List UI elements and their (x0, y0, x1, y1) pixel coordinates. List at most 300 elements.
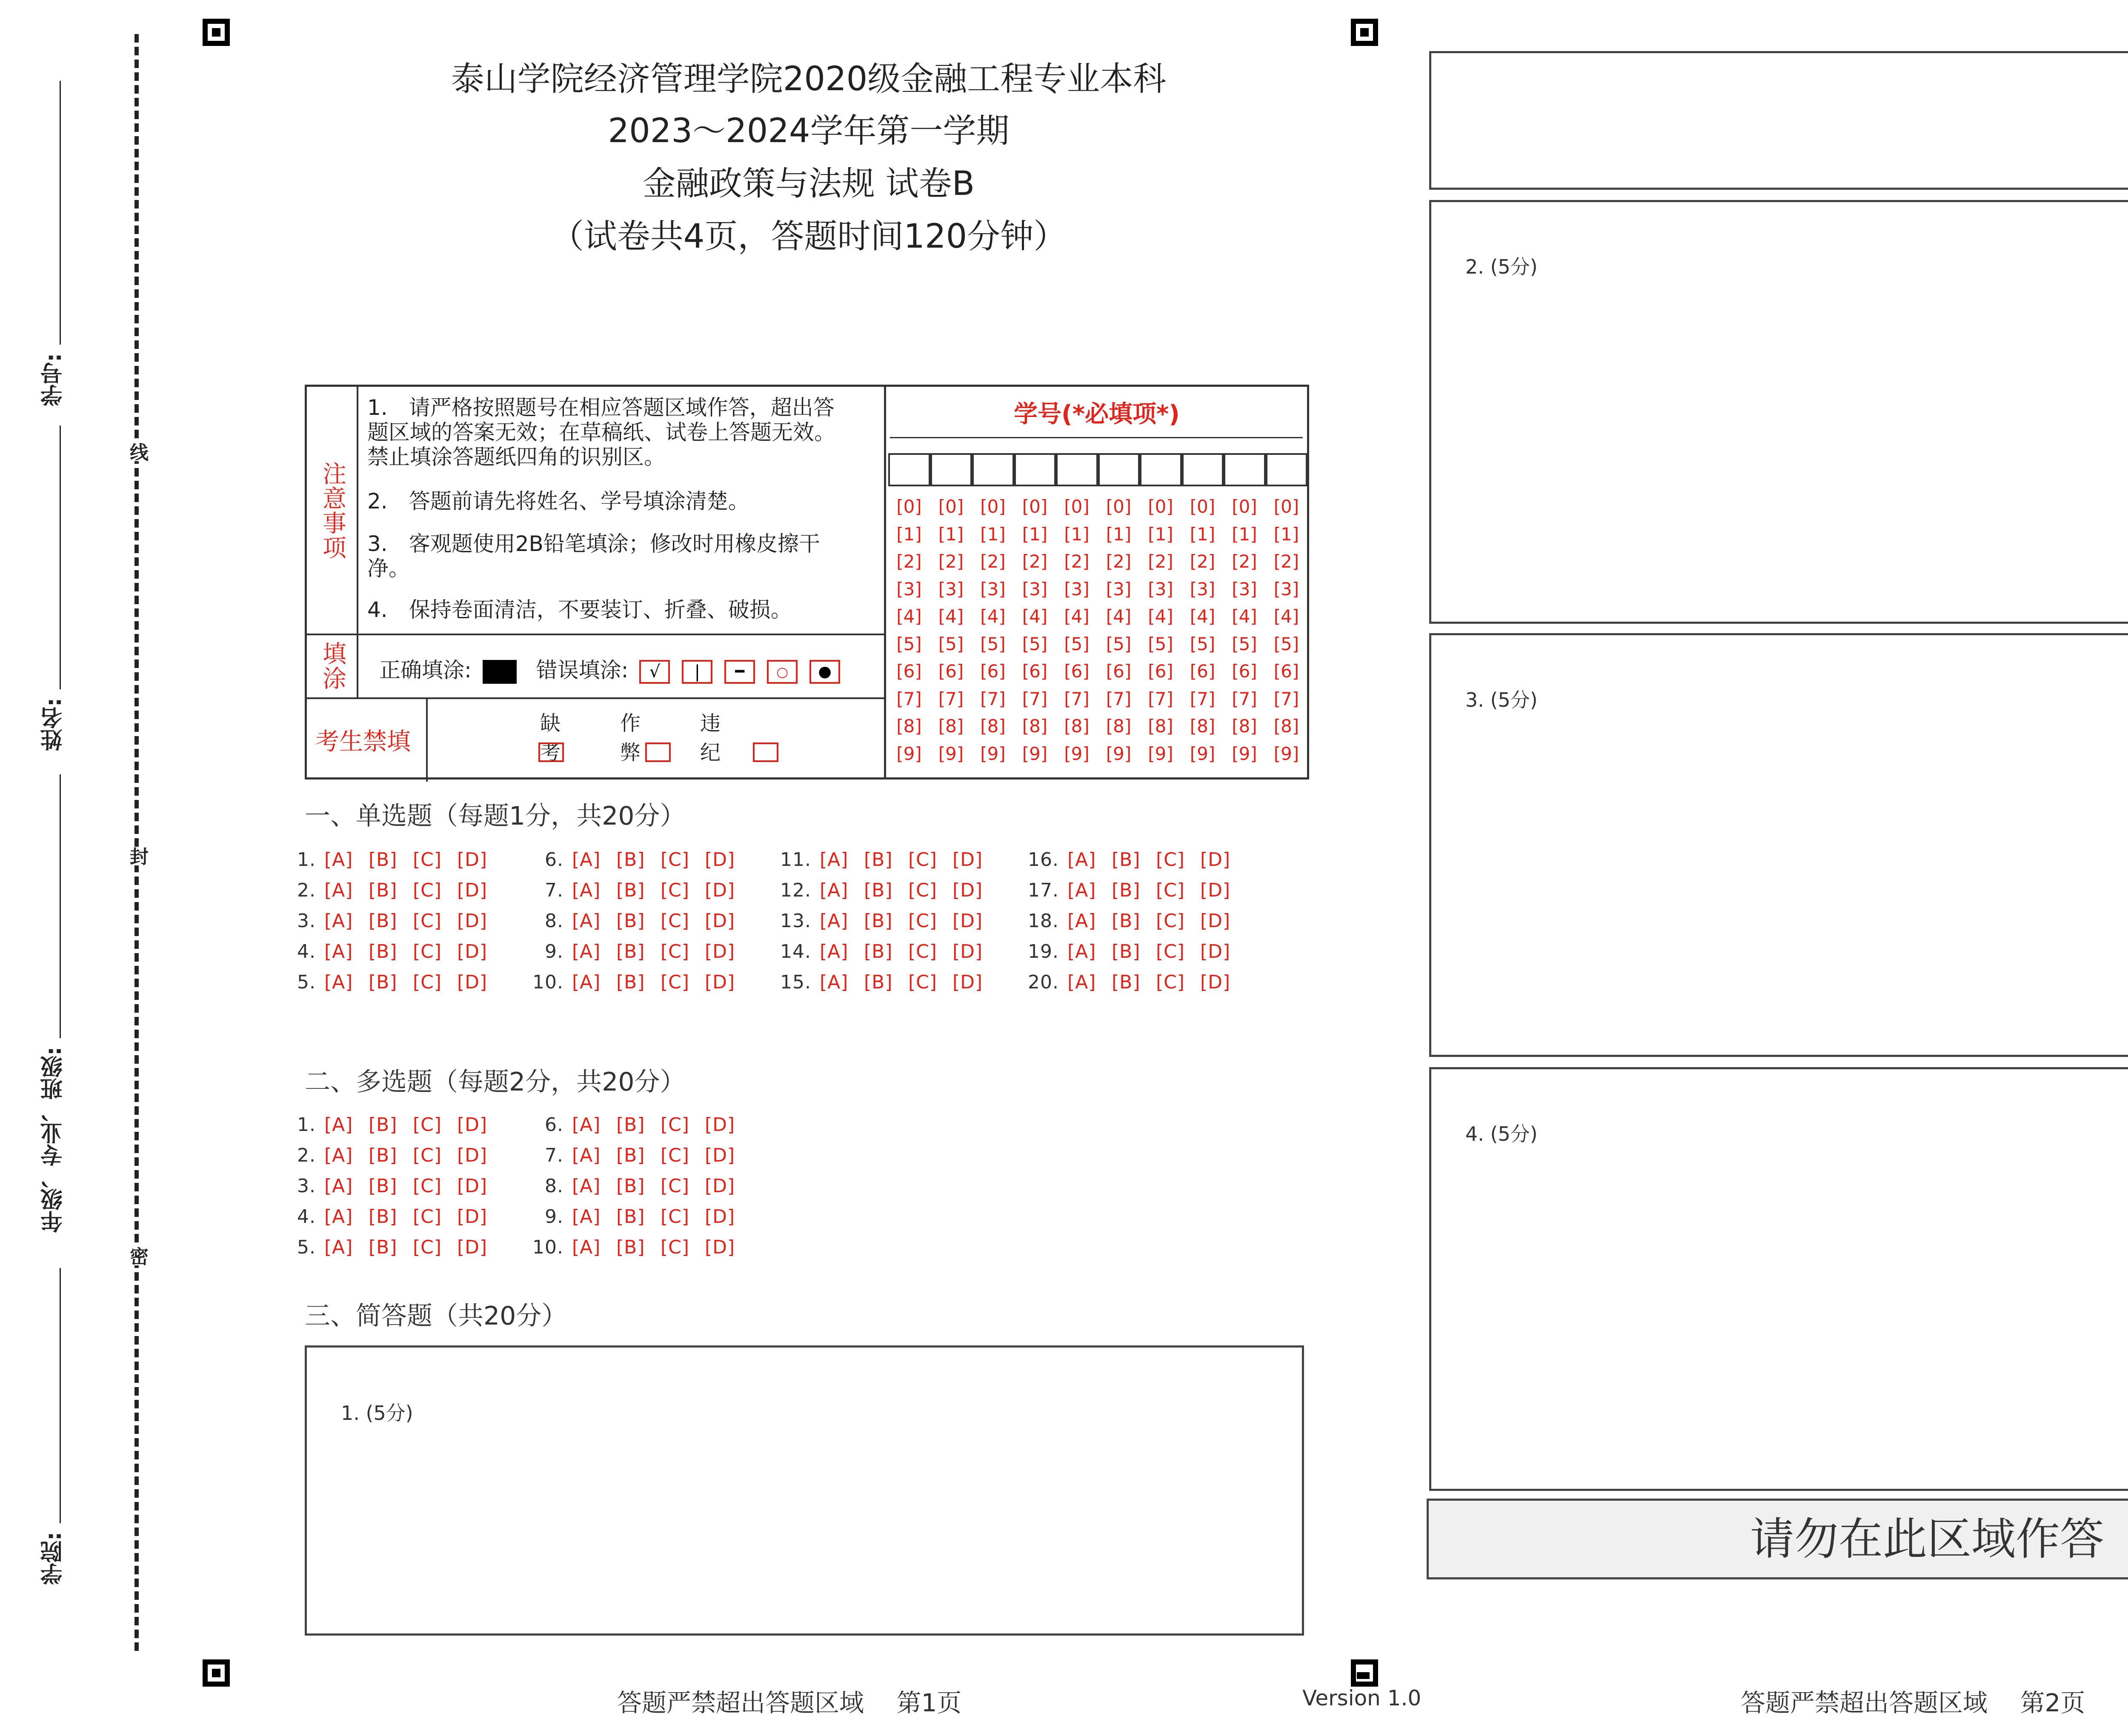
student-id-digit-bubble[interactable]: [5] (1148, 633, 1173, 654)
option-bubble[interactable]: [A] (572, 941, 601, 962)
answer-box-4[interactable] (1429, 1067, 2128, 1491)
question-row (773, 849, 997, 871)
student-id-digit-bubble[interactable]: [6] (1232, 661, 1257, 682)
student-id-digit-bubble[interactable]: [4] (1273, 606, 1299, 627)
student-id-digit-bubble[interactable]: [9] (1064, 743, 1090, 764)
student-id-digit-bubble[interactable]: [5] (1232, 633, 1257, 654)
student-id-digit-bubble[interactable]: [5] (980, 633, 1006, 654)
option-bubble[interactable]: [A] (1067, 879, 1096, 901)
cut-word-seal: 封 (126, 847, 148, 865)
option-bubble[interactable]: [C] (413, 879, 442, 901)
option-bubble[interactable]: [D] (705, 1206, 735, 1228)
student-id-box[interactable] (1056, 453, 1098, 486)
student-id-box[interactable] (972, 453, 1014, 486)
question-row (525, 1114, 749, 1136)
student-id-digit-bubble[interactable]: [3] (1064, 578, 1090, 600)
student-id-digit-bubble[interactable]: [2] (1232, 551, 1257, 572)
question-number: 10. (532, 1236, 563, 1258)
footer-version: Version 1.0 (1302, 1686, 1422, 1710)
student-id-box[interactable] (1014, 453, 1056, 486)
option-bubble[interactable]: [B] (369, 910, 398, 932)
option-bubble[interactable]: [B] (1112, 910, 1141, 932)
question-number: 2. (297, 879, 316, 901)
student-id-digit-bubble[interactable]: [4] (938, 606, 964, 627)
student-id-digit-column (932, 493, 970, 768)
option-bubble[interactable]: [A] (324, 1206, 353, 1228)
answer-label-1: 1. (5分) (341, 1402, 413, 1425)
student-id-digit-column (890, 493, 928, 768)
student-id-digit-bubble[interactable]: [0] (896, 496, 922, 517)
option-bubble[interactable]: [A] (820, 971, 849, 993)
student-id-digit-bubble[interactable]: [4] (1232, 606, 1257, 627)
option-bubble[interactable]: [B] (369, 879, 398, 901)
student-id-digit-bubble[interactable]: [3] (1106, 578, 1132, 600)
question-row (1021, 910, 1244, 932)
question-number: 9. (545, 941, 563, 962)
option-bubble[interactable]: [A] (572, 879, 601, 901)
student-id-digit-bubble[interactable]: [1] (1232, 523, 1257, 545)
option-bubble[interactable]: [B] (369, 1236, 398, 1258)
student-id-digit-bubble[interactable]: [0] (938, 496, 964, 517)
student-id-digit-bubble[interactable]: [2] (938, 551, 964, 572)
question-row (1021, 849, 1244, 871)
question-number: 10. (532, 971, 563, 993)
question-row (525, 1206, 749, 1228)
option-bubble[interactable]: [B] (369, 1206, 398, 1228)
student-id-digit-bubble[interactable]: [8] (1148, 716, 1173, 737)
option-bubble[interactable]: [D] (1200, 849, 1231, 871)
question-row (773, 910, 997, 932)
option-bubble[interactable]: [B] (369, 1145, 398, 1166)
option-bubble[interactable]: [B] (616, 1175, 645, 1197)
option-bubble[interactable]: [D] (952, 879, 983, 901)
student-id-digit-bubble[interactable]: [0] (1106, 496, 1132, 517)
student-id-box[interactable] (1140, 453, 1182, 486)
answer-box-3[interactable] (1429, 633, 2128, 1057)
question-number: 19. (1028, 941, 1059, 962)
option-bubble[interactable]: [A] (1067, 941, 1096, 962)
option-bubble[interactable]: [D] (705, 1114, 735, 1136)
question-number: 8. (545, 910, 563, 932)
student-id-digit-bubble[interactable]: [5] (1190, 633, 1216, 654)
option-bubble[interactable]: [C] (908, 879, 938, 901)
option-bubble[interactable]: [D] (457, 1145, 488, 1166)
student-id-digit-bubble[interactable]: [1] (1190, 523, 1216, 545)
option-bubble[interactable]: [C] (413, 1145, 442, 1166)
option-bubble[interactable]: [D] (1200, 910, 1231, 932)
option-bubble[interactable]: [C] (1156, 849, 1185, 871)
no-answer-zone: 请勿在此区域作答 (1427, 1499, 2128, 1579)
option-bubble[interactable]: [D] (1200, 941, 1231, 962)
student-id-digit-bubble[interactable]: [8] (1022, 716, 1048, 737)
college-label: 学院: (41, 1532, 66, 1585)
option-bubble[interactable]: [B] (1112, 879, 1141, 901)
option-bubble[interactable]: [B] (864, 971, 893, 993)
student-id-digit-bubble[interactable]: [7] (1064, 688, 1090, 709)
option-bubble[interactable]: [B] (1112, 941, 1141, 962)
student-id-digit-bubble[interactable]: [3] (1273, 578, 1299, 600)
cheat-label: 作弊 (620, 711, 641, 765)
option-bubble[interactable]: [B] (864, 879, 893, 901)
option-bubble[interactable]: [D] (1200, 971, 1231, 993)
student-id-digit-bubble[interactable]: [8] (938, 716, 964, 737)
option-bubble[interactable]: [C] (413, 1236, 442, 1258)
student-id-digit-bubble[interactable]: [0] (1273, 496, 1299, 517)
wrong-fill-dash: ━ (724, 660, 755, 684)
student-id-digit-bubble[interactable]: [8] (980, 716, 1006, 737)
question-number: 11. (780, 849, 811, 871)
option-bubble[interactable]: [A] (1067, 910, 1096, 932)
option-bubble[interactable]: [D] (705, 941, 735, 962)
student-id-digit-bubble[interactable]: [3] (896, 578, 922, 600)
student-id-digit-bubble[interactable]: [3] (980, 578, 1006, 600)
option-bubble[interactable]: [B] (369, 1175, 398, 1197)
student-id-digit-bubble[interactable]: [0] (1232, 496, 1257, 517)
option-bubble[interactable]: [C] (413, 1175, 442, 1197)
option-bubble[interactable]: [C] (413, 971, 442, 993)
question-row (525, 910, 749, 932)
student-id-digit-column (1100, 493, 1138, 768)
option-bubble[interactable]: [A] (324, 910, 353, 932)
option-bubble[interactable]: [D] (457, 971, 488, 993)
student-id-heading: 学号(*必填项*) (1014, 400, 1180, 428)
option-bubble[interactable]: [B] (616, 1236, 645, 1258)
question-row (277, 941, 501, 962)
option-bubble[interactable]: [C] (1156, 879, 1185, 901)
student-id-digit-bubble[interactable]: [1] (938, 523, 964, 545)
student-id-digit-bubble[interactable]: [8] (1064, 716, 1090, 737)
option-bubble[interactable]: [D] (457, 879, 488, 901)
option-bubble[interactable]: [C] (661, 849, 690, 871)
student-id-digit-bubble[interactable]: [2] (1064, 551, 1090, 572)
option-bubble[interactable]: [D] (457, 1175, 488, 1197)
student-id-box[interactable] (930, 453, 972, 486)
option-bubble[interactable]: [B] (864, 941, 893, 962)
option-bubble[interactable]: [D] (705, 1175, 735, 1197)
option-bubble[interactable]: [A] (820, 879, 849, 901)
student-id-digit-bubble[interactable]: [1] (1148, 523, 1173, 545)
student-number-label: 学号: (41, 353, 66, 406)
student-id-digit-bubble[interactable]: [4] (1064, 606, 1090, 627)
student-id-digit-bubble[interactable]: [1] (1064, 523, 1090, 545)
option-bubble[interactable]: [D] (1200, 879, 1231, 901)
student-id-box[interactable] (1224, 453, 1266, 486)
option-bubble[interactable]: [A] (572, 910, 601, 932)
question-number: 3. (297, 1175, 316, 1197)
student-id-box[interactable] (1182, 453, 1224, 486)
student-id-digit-bubble[interactable]: [9] (938, 743, 964, 764)
question-row (525, 971, 749, 993)
student-id-digit-bubble[interactable]: [9] (1273, 743, 1299, 764)
student-id-digit-bubble[interactable]: [3] (1232, 578, 1257, 600)
student-id-digit-bubble[interactable]: [6] (1190, 661, 1216, 682)
student-id-digit-bubble[interactable]: [9] (1190, 743, 1216, 764)
option-bubble[interactable]: [A] (572, 1145, 601, 1166)
student-id-digit-bubble[interactable]: [5] (1022, 633, 1048, 654)
option-bubble[interactable]: [A] (572, 1114, 601, 1136)
student-id-digit-bubble[interactable]: [7] (1106, 688, 1132, 709)
option-bubble[interactable]: [A] (572, 1236, 601, 1258)
option-bubble[interactable]: [A] (820, 910, 849, 932)
student-id-digit-bubble[interactable]: [3] (1148, 578, 1173, 600)
student-id-box[interactable] (888, 453, 930, 486)
student-id-digit-bubble[interactable]: [6] (1022, 661, 1048, 682)
option-bubble[interactable]: [A] (324, 1114, 353, 1136)
student-id-digit-bubble[interactable]: [0] (1190, 496, 1216, 517)
question-number: 7. (545, 1145, 563, 1166)
option-bubble[interactable]: [D] (705, 1236, 735, 1258)
option-bubble[interactable]: [B] (369, 1114, 398, 1136)
grade-major-class-label: 年级、专业、班级: (41, 1047, 66, 1233)
question-row (277, 910, 501, 932)
student-id-digit-bubble[interactable]: [7] (980, 688, 1006, 709)
student-id-digit-bubble[interactable]: [7] (1022, 688, 1048, 709)
option-bubble[interactable]: [D] (705, 971, 735, 993)
option-bubble[interactable]: [C] (661, 1114, 690, 1136)
option-bubble[interactable]: [B] (369, 971, 398, 993)
student-id-digit-bubble[interactable]: [1] (1022, 523, 1048, 545)
option-bubble[interactable]: [B] (864, 849, 893, 871)
student-id-box[interactable] (1098, 453, 1140, 486)
option-bubble[interactable]: [A] (572, 1175, 601, 1197)
option-bubble[interactable]: [A] (572, 971, 601, 993)
option-bubble[interactable]: [C] (661, 1236, 690, 1258)
option-bubble[interactable]: [B] (616, 849, 645, 871)
option-bubble[interactable]: [A] (324, 971, 353, 993)
answer-box-2[interactable] (1429, 200, 2128, 624)
student-id-digit-bubble[interactable]: [4] (1148, 606, 1173, 627)
option-bubble[interactable]: [A] (324, 849, 353, 871)
option-bubble[interactable]: [C] (661, 1145, 690, 1166)
option-bubble[interactable]: [C] (1156, 941, 1185, 962)
fill-heading: 填涂 (319, 641, 346, 691)
student-id-digit-bubble[interactable]: [9] (1022, 743, 1048, 764)
option-bubble[interactable]: [B] (1112, 971, 1141, 993)
question-number: 2. (297, 1145, 316, 1166)
option-bubble[interactable]: [C] (661, 910, 690, 932)
student-id-digit-bubble[interactable]: [6] (980, 661, 1006, 682)
option-bubble[interactable]: [D] (952, 971, 983, 993)
option-bubble[interactable]: [D] (705, 1145, 735, 1166)
option-bubble[interactable]: [D] (705, 910, 735, 932)
option-bubble[interactable]: [D] (705, 849, 735, 871)
option-bubble[interactable]: [A] (820, 941, 849, 962)
student-id-digit-bubble[interactable]: [9] (1232, 743, 1257, 764)
student-id-digit-bubble[interactable]: [6] (1106, 661, 1132, 682)
option-bubble[interactable]: [A] (572, 1206, 601, 1228)
student-id-digit-bubble[interactable]: [9] (1148, 743, 1173, 764)
student-id-digit-column (1016, 493, 1054, 768)
student-id-digit-bubble[interactable]: [1] (896, 523, 922, 545)
student-id-digit-bubble[interactable]: [6] (1064, 661, 1090, 682)
student-id-digit-bubble[interactable]: [8] (1190, 716, 1216, 737)
student-id-digit-bubble[interactable]: [2] (1273, 551, 1299, 572)
question-number: 6. (545, 849, 563, 871)
question-row (525, 941, 749, 962)
student-id-digit-bubble[interactable]: [3] (938, 578, 964, 600)
option-bubble[interactable]: [C] (413, 1206, 442, 1228)
student-id-digit-bubble[interactable]: [6] (896, 661, 922, 682)
student-id-digit-bubble[interactable]: [5] (1273, 633, 1299, 654)
corner-marker-bottom-middle (1351, 1659, 1378, 1687)
option-bubble[interactable]: [A] (324, 1175, 353, 1197)
option-bubble[interactable]: [B] (616, 971, 645, 993)
option-bubble[interactable]: [C] (413, 1114, 442, 1136)
question-number: 16. (1028, 849, 1059, 871)
student-id-digit-bubble[interactable]: [4] (980, 606, 1006, 627)
student-id-digit-bubble[interactable]: [1] (1106, 523, 1132, 545)
question-number: 14. (780, 941, 811, 962)
student-id-digit-bubble[interactable]: [5] (1106, 633, 1132, 654)
student-id-digit-bubble[interactable]: [9] (1106, 743, 1132, 764)
student-id-digit-bubble[interactable]: [7] (1273, 688, 1299, 709)
student-id-digit-bubble[interactable]: [2] (1022, 551, 1048, 572)
option-bubble[interactable]: [C] (413, 849, 442, 871)
option-bubble[interactable]: [A] (1067, 849, 1096, 871)
section-short-answer-title: 三、简答题（共20分） (305, 1301, 567, 1331)
student-id-digit-bubble[interactable]: [8] (896, 716, 922, 737)
student-id-digit-bubble[interactable]: [6] (938, 661, 964, 682)
exam-duration: （试卷共4页，答题时间120分钟） (550, 217, 1067, 256)
option-bubble[interactable]: [C] (661, 941, 690, 962)
cheat-checkbox[interactable] (645, 742, 671, 762)
notice-heading: 注意事项 (319, 461, 346, 560)
exam-term: 2023～2024学年第一学期 (608, 112, 1010, 150)
student-id-digit-bubble[interactable]: [2] (980, 551, 1006, 572)
option-bubble[interactable]: [C] (413, 910, 442, 932)
option-bubble[interactable]: [A] (324, 1145, 353, 1166)
option-bubble[interactable]: [C] (908, 971, 938, 993)
option-bubble[interactable]: [D] (952, 910, 983, 932)
option-bubble[interactable]: [A] (324, 879, 353, 901)
option-bubble[interactable]: [A] (324, 1236, 353, 1258)
student-id-digit-bubble[interactable]: [2] (896, 551, 922, 572)
binding-cut-line (134, 34, 139, 1651)
student-id-digit-bubble[interactable]: [4] (1022, 606, 1048, 627)
option-bubble[interactable]: [C] (1156, 910, 1185, 932)
option-bubble[interactable]: [B] (616, 1145, 645, 1166)
option-bubble[interactable]: [D] (457, 1206, 488, 1228)
question-row (1021, 879, 1244, 901)
student-id-digit-bubble[interactable]: [7] (1190, 688, 1216, 709)
option-bubble[interactable]: [C] (661, 971, 690, 993)
option-bubble[interactable]: [D] (457, 1114, 488, 1136)
option-bubble[interactable]: [B] (616, 1206, 645, 1228)
student-id-digit-bubble[interactable]: [4] (1106, 606, 1132, 627)
student-id-digit-bubble[interactable]: [5] (896, 633, 922, 654)
student-id-digit-bubble[interactable]: [5] (1064, 633, 1090, 654)
student-id-digit-bubble[interactable]: [7] (896, 688, 922, 709)
correct-fill-label: 正确填涂: (379, 658, 472, 682)
student-id-digit-bubble[interactable]: [5] (938, 633, 964, 654)
option-bubble[interactable]: [D] (952, 941, 983, 962)
option-bubble[interactable]: [A] (820, 849, 849, 871)
option-bubble[interactable]: [C] (661, 879, 690, 901)
corner-marker-bottom-left (203, 1659, 230, 1687)
option-bubble[interactable]: [D] (457, 849, 488, 871)
exam-course-title: 金融政策与法规 试卷B (642, 165, 975, 203)
option-bubble[interactable]: [D] (705, 879, 735, 901)
student-id-digit-bubble[interactable]: [8] (1106, 716, 1132, 737)
answer-box-1[interactable] (305, 1345, 1304, 1636)
option-bubble[interactable]: [C] (908, 941, 938, 962)
option-bubble[interactable]: [B] (616, 879, 645, 901)
option-bubble[interactable]: [B] (616, 941, 645, 962)
option-bubble[interactable]: [C] (661, 1206, 690, 1228)
option-bubble[interactable]: [D] (457, 1236, 488, 1258)
notice-item-4: 4. 保持卷面清洁，不要装订、折叠、破损。 (367, 597, 792, 622)
student-id-box[interactable] (1266, 453, 1308, 486)
student-id-digit-bubble[interactable]: [7] (1232, 688, 1257, 709)
student-id-digit-column (1225, 493, 1264, 768)
question-number: 4. (297, 1206, 316, 1228)
question-row (525, 1145, 749, 1166)
student-id-digit-bubble[interactable]: [2] (1148, 551, 1173, 572)
violation-checkbox[interactable] (753, 742, 778, 762)
question-number: 5. (297, 1236, 316, 1258)
student-id-digit-bubble[interactable]: [1] (1273, 523, 1299, 545)
absent-checkbox[interactable] (538, 742, 564, 762)
student-id-digit-bubble[interactable]: [4] (896, 606, 922, 627)
option-bubble[interactable]: [D] (457, 941, 488, 962)
option-bubble[interactable]: [B] (616, 1114, 645, 1136)
option-bubble[interactable]: [D] (457, 910, 488, 932)
student-id-digit-bubble[interactable]: [0] (980, 496, 1006, 517)
absent-label: 缺考 (540, 711, 561, 765)
student-id-digit-bubble[interactable]: [9] (980, 743, 1006, 764)
question-number: 7. (545, 879, 563, 901)
option-bubble[interactable]: [D] (952, 849, 983, 871)
student-id-digit-bubble[interactable]: [8] (1273, 716, 1299, 737)
option-bubble[interactable]: [C] (661, 1175, 690, 1197)
student-id-digit-bubble[interactable]: [1] (980, 523, 1006, 545)
option-bubble[interactable]: [A] (572, 849, 601, 871)
student-id-digit-bubble[interactable]: [0] (1148, 496, 1173, 517)
corner-marker-top-middle (1351, 19, 1378, 46)
student-id-digit-bubble[interactable]: [3] (1190, 578, 1216, 600)
student-id-digit-bubble[interactable]: [3] (1022, 578, 1048, 600)
option-bubble[interactable]: [A] (1067, 971, 1096, 993)
option-bubble[interactable]: [C] (908, 849, 938, 871)
student-id-digit-bubble[interactable]: [6] (1148, 661, 1173, 682)
option-bubble[interactable]: [B] (616, 910, 645, 932)
student-id-digit-bubble[interactable]: [6] (1273, 661, 1299, 682)
student-id-digit-bubble[interactable]: [2] (1106, 551, 1132, 572)
student-id-digit-bubble[interactable]: [7] (1148, 688, 1173, 709)
student-id-digit-column (1058, 493, 1096, 768)
option-bubble[interactable]: [C] (413, 941, 442, 962)
question-row (277, 879, 501, 901)
student-id-digit-bubble[interactable]: [2] (1190, 551, 1216, 572)
student-number-line (60, 81, 61, 345)
answer-box-1-continued[interactable] (1429, 51, 2128, 190)
option-bubble[interactable]: [C] (1156, 971, 1185, 993)
student-id-digit-bubble[interactable]: [4] (1190, 606, 1216, 627)
answer-label-4: 4. (5分) (1465, 1122, 1538, 1145)
option-bubble[interactable]: [C] (908, 910, 938, 932)
student-id-digit-bubble[interactable]: [0] (1064, 496, 1090, 517)
student-id-digit-bubble[interactable]: [9] (896, 743, 922, 764)
option-bubble[interactable]: [B] (369, 849, 398, 871)
student-id-digit-bubble[interactable]: [0] (1022, 496, 1048, 517)
option-bubble[interactable]: [B] (1112, 849, 1141, 871)
option-bubble[interactable]: [B] (864, 910, 893, 932)
question-number: 4. (297, 941, 316, 962)
option-bubble[interactable]: [A] (324, 941, 353, 962)
student-id-digit-bubble[interactable]: [8] (1232, 716, 1257, 737)
student-id-digit-bubble[interactable]: [7] (938, 688, 964, 709)
option-bubble[interactable]: [B] (369, 941, 398, 962)
